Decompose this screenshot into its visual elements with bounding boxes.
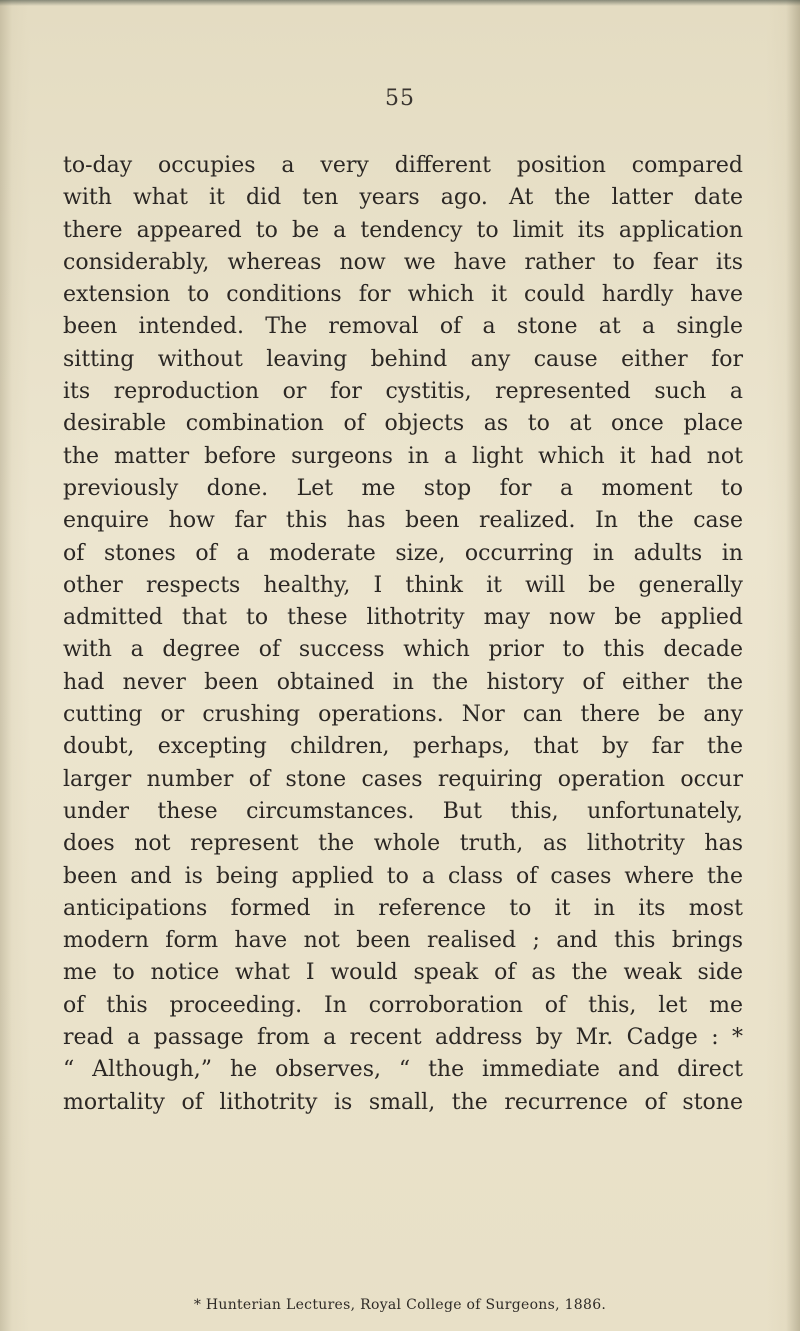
- text-line: anticipations formed in reference to it in its most: [63, 895, 743, 921]
- page-top-edge: [0, 0, 800, 6]
- text-line: previously done. Let me stop for a moment to: [63, 475, 743, 501]
- text-line: mortality of lithotrity is small, the recurrence of stone: [63, 1089, 743, 1115]
- text-line: does not represent the whole truth, as lithotrity has: [63, 831, 743, 857]
- text-line: under these circumstances. But this, unfortunately,: [63, 798, 743, 824]
- text-line: modern form have not been realised ; and this brings: [63, 928, 743, 954]
- footnote: * Hunterian Lectures, Royal College of Surgeons, 1886.: [193, 1297, 607, 1313]
- text-line: “ Although,” he observes, “ the immediate and direct: [63, 1057, 743, 1083]
- text-line: me to notice what I would speak of as the weak side: [63, 960, 743, 986]
- text-line: with what it did ten years ago. At the latter date: [63, 185, 743, 211]
- text-line: to-day occupies a very different position compared: [63, 153, 743, 178]
- text-line: the matter before surgeons in a light which it had not: [63, 443, 743, 469]
- text-line: had never been obtained in the history of either the: [63, 669, 743, 695]
- text-line: larger number of stone cases requiring operation occur: [63, 766, 743, 792]
- text-line: cutting or crushing operations. Nor can there be any: [63, 702, 743, 728]
- text-line: read a passage from a recent address by Mr. Cadge : *: [63, 1025, 743, 1051]
- text-line: doubt, excepting children, perhaps, that by far the: [63, 734, 743, 760]
- text-line: admitted that to these lithotrity may now be applied: [63, 605, 743, 631]
- text-line: considerably, whereas now we have rather to fear its: [63, 249, 743, 275]
- body-text: [63, 150, 743, 1119]
- text-line: been and is being applied to a class of cases where the: [63, 863, 743, 889]
- text-line: other respects healthy, I think it will be generally: [63, 572, 743, 598]
- text-line: enquire how far this has been realized. In the case: [63, 508, 743, 534]
- text-line: desirable combination of objects as to at once place: [63, 411, 743, 437]
- text-line: there appeared to be a tendency to limit its application: [63, 217, 743, 243]
- text-line: of stones of a moderate size, occurring in adults in: [63, 540, 743, 566]
- text-line: sitting without leaving behind any cause either for: [63, 346, 743, 372]
- text-line: of this proceeding. In corroboration of this, let me: [63, 992, 743, 1018]
- text-line: extension to conditions for which it could hardly have: [63, 282, 743, 308]
- text-line: its reproduction or for cystitis, represented such a: [63, 379, 743, 405]
- text-line: been intended. The removal of a stone at a single: [63, 314, 743, 340]
- page-number: 55: [385, 86, 415, 111]
- text-line: with a degree of success which prior to this decade: [63, 637, 743, 663]
